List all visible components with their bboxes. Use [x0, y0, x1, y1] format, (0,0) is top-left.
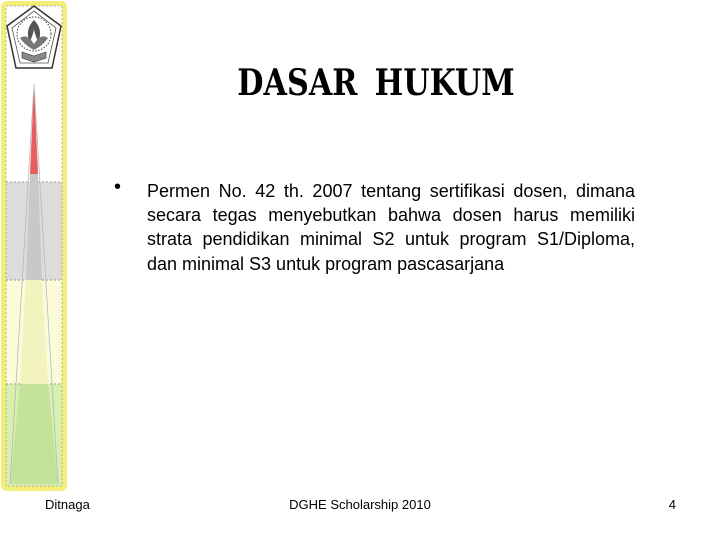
bullet-text: Permen No. 42 th. 2007 tentang sertifikasi dosen, dimana secara tegas menyebutkan bahwa dosen harus memiliki strata pendidikan minimal S2 untuk program S1/Diploma, dan minimal S3 untuk program pascasarjana [147, 181, 635, 274]
decorative-sidebar [0, 0, 68, 492]
tut-wuri-handayani-emblem-icon [4, 4, 64, 72]
bullet-marker: • [114, 176, 122, 198]
slide-title: DASAR HUKUM [237, 62, 515, 104]
footer-organization: Ditnaga [45, 497, 90, 512]
slide-number: 4 [668, 497, 676, 512]
footer-caption: DGHE Scholarship 2010 [289, 497, 431, 512]
